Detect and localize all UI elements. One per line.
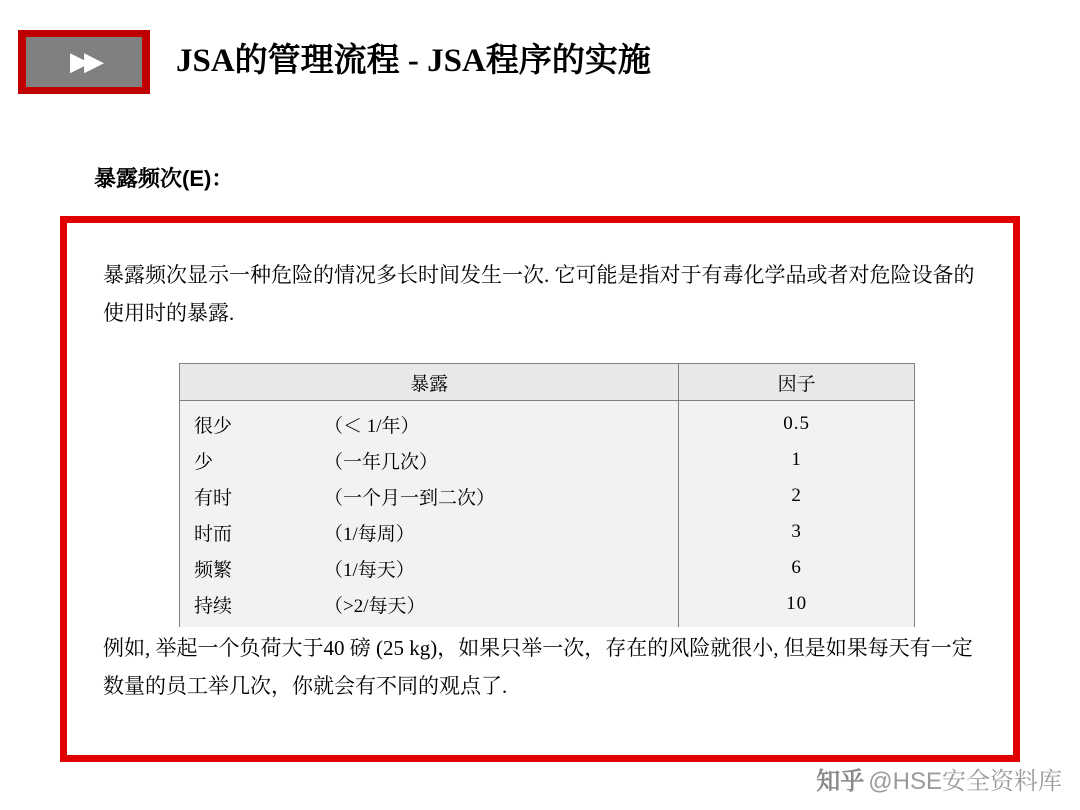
- exposure-range: （>2/每天）: [324, 595, 426, 617]
- cell-exposure: [180, 550, 679, 586]
- cell-exposure: [180, 586, 679, 627]
- watermark: [816, 761, 1062, 796]
- exposure-range: （一年几次）: [324, 451, 439, 473]
- watermark-logo: 知乎: [816, 768, 865, 795]
- exposure-name: 有时: [194, 487, 233, 509]
- table-header-row: [180, 364, 915, 401]
- cell-factor: 0.5: [679, 401, 915, 443]
- exposure-range: （一个月一到二次）: [324, 487, 496, 509]
- table-row: [180, 514, 915, 550]
- table-row: [180, 442, 915, 478]
- cell-exposure: [180, 478, 679, 514]
- header-badge: [18, 30, 150, 94]
- cell-factor: 10: [679, 586, 915, 627]
- table-row: [180, 586, 915, 627]
- exposure-factor-table: [179, 363, 915, 627]
- exposure-name: 频繁: [194, 559, 233, 581]
- exposure-range: （＜ 1/年）: [324, 415, 420, 437]
- exposure-name: 持续: [194, 595, 233, 617]
- exposure-range: （1/每天）: [324, 559, 415, 581]
- table-row: [180, 478, 915, 514]
- table-row: [180, 550, 915, 586]
- slide-header: [0, 0, 1080, 112]
- example-paragraph: 例如, 举起一个负荷大于40 磅 (25 kg)，如果只举一次，存在的风险就很小, 但是如果每天有一定数量的员工举几次，你就会有不同的观点了.: [103, 636, 973, 698]
- header-badge-inner: [26, 37, 142, 87]
- cell-exposure: [180, 514, 679, 550]
- table-row: [180, 401, 915, 443]
- double-right-arrow-icon: ▶▶: [70, 47, 98, 77]
- exposure-range: （1/每周）: [324, 523, 415, 545]
- cell-exposure: [180, 442, 679, 478]
- exposure-name: 很少: [194, 415, 233, 437]
- column-header-factor: 因子: [679, 364, 915, 401]
- cell-factor: 6: [679, 550, 915, 586]
- cell-factor: 1: [679, 442, 915, 478]
- exposure-name: 时而: [194, 523, 233, 545]
- page-title: JSA的管理流程 - JSA程序的实施: [176, 43, 651, 79]
- cell-factor: 2: [679, 478, 915, 514]
- column-header-exposure: 暴露: [180, 364, 679, 401]
- section-label: 暴露频次(E)：: [94, 166, 234, 191]
- content-box: [60, 216, 1020, 762]
- intro-paragraph: 暴露频次显示一种危险的情况多长时间发生一次. 它可能是指对于有毒化学品或者对危险设备的使用时的暴露.: [103, 263, 975, 325]
- cell-factor: 3: [679, 514, 915, 550]
- watermark-text: @HSE安全资料库: [868, 768, 1062, 795]
- cell-exposure: [180, 401, 679, 443]
- exposure-name: 少: [194, 451, 214, 473]
